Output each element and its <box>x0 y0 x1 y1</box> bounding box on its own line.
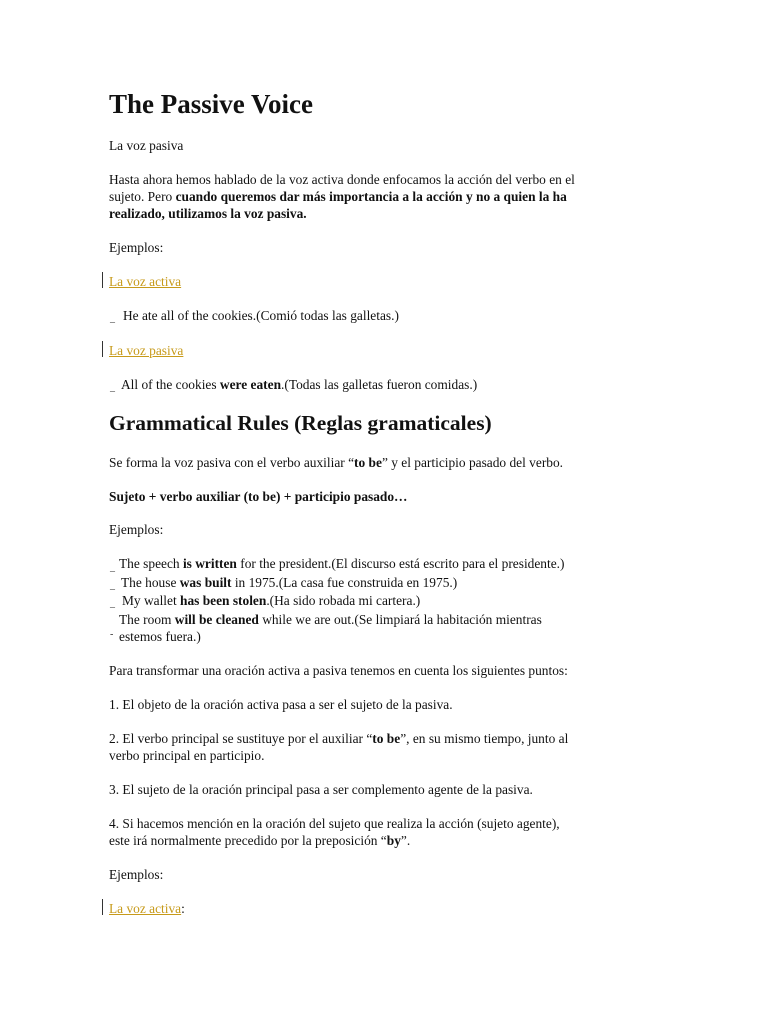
subtitle: La voz pasiva <box>109 138 184 153</box>
point-2-line-2: verbo principal en participio. <box>109 748 265 763</box>
rules-intro <box>109 454 563 471</box>
point-2-bold: to be <box>372 731 401 746</box>
passive-example-pre: All of the cookies <box>121 377 220 392</box>
point-4-line-2 <box>109 832 560 849</box>
bullet-1-post: for the president.(El discurso está escrito para el presidente.) <box>236 556 565 571</box>
intro-line-2 <box>109 188 575 205</box>
bullet-item-4 <box>119 611 542 628</box>
intro-paragraph <box>109 171 575 222</box>
point-4-pre: este irá normalmente precedido por la preposición “ <box>109 833 387 848</box>
intro-bold-2: realizado, utilizamos la voz pasiva. <box>109 206 307 221</box>
rules-intro-post: ” y el participio pasado del verbo. <box>381 455 564 470</box>
point-2-line-1 <box>109 730 568 747</box>
point-4 <box>109 815 560 849</box>
bullet-4-bold: will be cleaned <box>174 612 259 627</box>
passive-example <box>121 376 477 393</box>
point-4-line-1: 4. Si hacemos mención en la oración del sujeto que realiza la acción (sujeto agente), <box>109 816 560 831</box>
active-voice-link-1-text[interactable]: La voz activa <box>109 274 182 289</box>
intro-line-3 <box>109 205 575 222</box>
bullet-4-pre: The room <box>119 612 175 627</box>
bullet-3-pre: My wallet <box>122 593 181 608</box>
bullet-item-1 <box>119 555 564 572</box>
rules-intro-bold: to be <box>354 455 382 470</box>
point-1: 1. El objeto de la oración activa pasa a ser el sujeto de la pasiva. <box>109 697 453 712</box>
bullet-2-post: in 1975.(La casa fue construida en 1975.) <box>231 575 458 590</box>
point-2 <box>109 730 568 764</box>
bullet-marker: _ <box>110 598 115 609</box>
point-4-post: ”. <box>400 833 411 848</box>
active-example: He ate all of the cookies.(Comió todas las galletas.) <box>123 308 399 323</box>
formula <box>109 488 407 505</box>
passive-example-bold: were eaten <box>219 377 282 392</box>
bullet-3-post: .(Ha sido robada mi cartera.) <box>266 593 421 608</box>
examples-label-3: Ejemplos: <box>109 867 164 882</box>
bullet-marker: _ <box>110 580 115 591</box>
bullet-marker: _ <box>110 313 115 324</box>
active-voice-link-1[interactable] <box>109 273 181 290</box>
intro-line-1: Hasta ahora hemos hablado de la voz activa donde enfocamos la acción del verbo en el <box>109 172 575 187</box>
bullet-item-4-continuation: estemos fuera.) <box>119 629 201 644</box>
point-3: 3. El sujeto de la oración principal pasa a ser complemento agente de la pasiva. <box>109 782 533 797</box>
passive-example-post: .(Todas las galletas fueron comidas.) <box>281 377 478 392</box>
bullet-1-pre: The speech <box>119 556 183 571</box>
bullet-2-pre: The house <box>121 575 180 590</box>
formula-text: Sujeto + verbo auxiliar (to be) + participio pasado… <box>109 489 408 504</box>
passive-voice-link-1[interactable] <box>109 342 183 359</box>
intro-plain-2: sujeto. Pero <box>109 189 176 204</box>
bullet-item-2 <box>121 574 457 591</box>
bullet-1-bold: is written <box>182 556 237 571</box>
passive-voice-link-1-text[interactable]: La voz pasiva <box>109 343 184 358</box>
bullet-marker: _ <box>110 382 115 393</box>
bullet-marker: _ <box>110 562 115 573</box>
point-2-post: ”, en su mismo tiempo, junto al <box>400 731 569 746</box>
intro-bold-1: cuando queremos dar más importancia a la acción y no a quien la ha <box>175 189 567 204</box>
page-title: The Passive Voice <box>109 89 314 119</box>
bullet-item-3 <box>122 592 420 609</box>
active-voice-link-2[interactable] <box>109 900 185 917</box>
rules-intro-pre: Se forma la voz pasiva con el verbo auxiliar “ <box>109 455 355 470</box>
transform-intro: Para transformar una oración activa a pasiva tenemos en cuenta los siguientes puntos: <box>109 663 568 678</box>
point-4-bold: by <box>386 833 401 848</box>
grammatical-rules-heading: Grammatical Rules (Reglas gramaticales) <box>109 411 492 435</box>
text-cursor-marker <box>102 341 103 357</box>
bullet-2-bold: was built <box>179 575 232 590</box>
examples-label-1: Ejemplos: <box>109 240 164 255</box>
bullet-3-bold: has been stolen <box>180 593 267 608</box>
examples-label-2: Ejemplos: <box>109 522 164 537</box>
bullet-4-post: while we are out.(Se limpiará la habitación mientras <box>258 612 542 627</box>
point-2-pre: 2. El verbo principal se sustituye por el auxiliar “ <box>109 731 373 746</box>
text-cursor-marker <box>102 272 103 288</box>
active-voice-link-2-suffix: : <box>181 901 185 916</box>
active-voice-link-2-text[interactable]: La voz activa <box>109 901 182 916</box>
bullet-marker: - <box>110 629 114 640</box>
text-cursor-marker <box>102 899 103 915</box>
